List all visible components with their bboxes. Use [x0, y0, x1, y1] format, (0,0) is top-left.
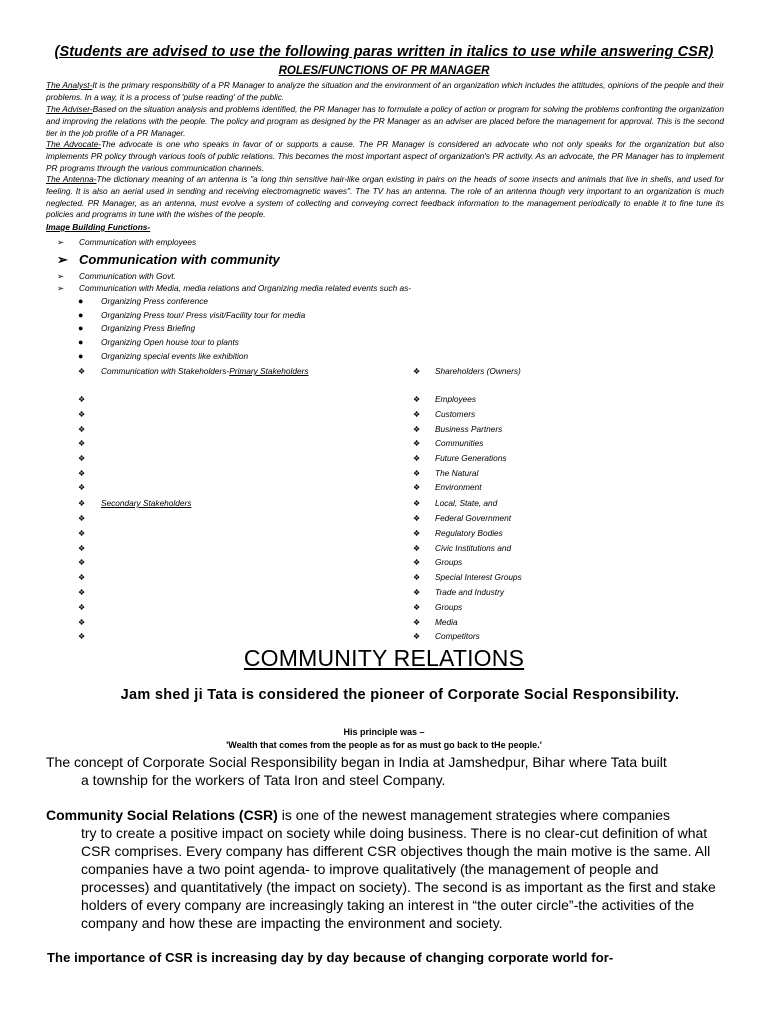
diamond-bullet-icon: ❖	[78, 425, 86, 434]
diamond-bullet-icon: ❖	[413, 544, 421, 553]
diamond-bullet-icon: ❖	[413, 367, 421, 376]
csr-first-line: is one of the newest management strategies where companies	[277, 807, 671, 823]
function-label: Communication with employees	[79, 237, 197, 247]
diamond-bullet-icon: ❖	[78, 529, 86, 538]
stakeholder-item: Media	[435, 617, 458, 627]
diamond-bullet-icon: ❖	[78, 439, 86, 448]
stakeholder-item: Regulatory Bodies	[435, 528, 503, 538]
media-event-item: ● Organizing Press conference	[78, 296, 208, 306]
role-text: Based on the situation analysis and problems identified, the PR Manager has to formulate a policy of action or program for solving the problems confronting the organization and improving the relations with the people. The policy and program as designed by the PR Manager as an adviser are placed before the management for approval. This is the second tier in the job profile of a PR Manager.	[46, 104, 724, 138]
importance-line: The importance of CSR is increasing day by day because of changing corporate world for-	[47, 950, 614, 965]
concept-paragraph	[46, 753, 728, 789]
roles-title: ROLES/FUNCTIONS OF PR MANAGER	[278, 65, 490, 77]
bullet-icon: ●	[78, 323, 84, 333]
stakeholder-item: Groups	[435, 557, 463, 567]
stakeholders-primary-label: Communication with Stakeholders-Primary Stakeholders	[101, 366, 309, 376]
diamond-bullet-icon: ❖	[78, 469, 86, 478]
diamond-bullet-icon: ❖	[413, 499, 421, 508]
function-label: Communication with community	[79, 252, 280, 267]
csr-paragraph	[46, 806, 728, 932]
function-media	[57, 283, 411, 293]
media-event-item: ● Organizing special events like exhibition	[78, 351, 249, 361]
student-notice: (Students are advised to use the following paras written in italics to use while answering CSR)	[54, 44, 714, 60]
role-text: The advocate is one who speaks in favor of or supports a cause. The PR Manager is considered an advocate who not only speaks for the organization but also implements PR policy through various tools of public relations. This becomes the most important aspect of organization's PR activity. As an advocate, the PR Manager has to implement PR programs through the various communication channels.	[46, 139, 724, 173]
function-label: Communication with Media, media relations and Organizing media related events such as-	[79, 283, 412, 293]
diamond-bullet-icon: ❖	[78, 454, 86, 463]
role-adviser	[46, 104, 724, 139]
diamond-bullet-icon: ❖	[78, 483, 86, 492]
diamond-bullet-icon: ❖	[413, 618, 421, 627]
diamond-bullet-icon: ❖	[78, 410, 86, 419]
role-term: The Adviser-	[46, 104, 93, 114]
diamond-bullet-icon: ❖	[413, 395, 421, 404]
function-employees	[57, 237, 196, 247]
diamond-bullet-icon: ❖	[78, 367, 86, 376]
role-advocate	[46, 139, 724, 174]
stakeholder-item: Competitors	[435, 631, 480, 641]
role-term: The Antenna-	[46, 174, 97, 184]
arrow-bullet-icon: ➢	[57, 271, 64, 281]
stakeholder-item: Communities	[435, 438, 484, 448]
stakeholder-item: The Natural	[435, 468, 479, 478]
diamond-bullet-icon: ❖	[78, 618, 86, 627]
role-text: The dictionary meaning of an antenna is "a long thin sensitive hair-like organ existing in pairs on the heads of some insects and animals that live in shells, and used for feeling. It is also an aerial used in sending and receiving electromagnetic waves". The TV has an antenna. The role of an antenna though very important to an organization is much neglected. PR Manager, as an antenna, must evolve a system of collecting and conveying correct feedback information to the management periodically to enable it to fine tune its policies and programs in tune with the wishes of the people.	[46, 174, 724, 220]
diamond-bullet-icon: ❖	[78, 588, 86, 597]
media-event-item: ● Organizing Open house tour to plants	[78, 337, 239, 347]
arrow-bullet-icon: ➢	[57, 237, 64, 247]
role-analyst	[46, 80, 724, 104]
diamond-bullet-icon: ❖	[78, 632, 86, 641]
stakeholders-secondary-label: Secondary Stakeholders	[101, 498, 192, 508]
stakeholder-item: Employees	[435, 394, 477, 404]
function-community	[57, 252, 280, 268]
bullet-icon: ●	[78, 337, 84, 347]
diamond-bullet-icon: ❖	[413, 439, 421, 448]
role-antenna	[46, 174, 724, 221]
stakeholder-item: Federal Government	[435, 513, 512, 523]
function-govt	[57, 271, 176, 281]
csr-continuation: try to create a positive impact on society while doing business. There is no clear-cut definition of what CSR comprises. Every company has different CSR objectives though the main motive is the same. All companies have a two point agenda- to improve qualitatively (the management of people and processes) and quantitatively (the impact on society). The second is as important as the first and stake holders of every company are increasingly taking an interest in “the outer circle”-the activities of the company and how these are impacting the environment and society.	[81, 825, 716, 931]
role-text: It is the primary responsibility of a PR Manager to analyze the situation and the environment of an organization which includes the attitudes, opinions of the people and their problems. In a way, it is a process of 'pulse reading' of the public.	[46, 80, 724, 102]
stakeholder-item: Local, State, and	[435, 498, 498, 508]
pioneer-statement: Jam shed ji Tata is considered the pioneer of Corporate Social Responsibility.	[120, 687, 680, 703]
principle-quote: 'Wealth that comes from the people as for as must go back to tHe people.'	[226, 740, 542, 750]
bullet-icon: ●	[78, 351, 84, 361]
diamond-bullet-icon: ❖	[78, 544, 86, 553]
concept-first-line: The concept of Corporate Social Responsibility began in India at Jamshedpur, Bihar where Tata built	[46, 754, 667, 770]
stakeholder-item: Environment	[435, 482, 482, 492]
role-term: The Advocate-	[46, 139, 102, 149]
diamond-bullet-icon: ❖	[413, 483, 421, 492]
diamond-bullet-icon: ❖	[78, 573, 86, 582]
stakeholder-item: Shareholders (Owners)	[435, 366, 521, 376]
diamond-bullet-icon: ❖	[413, 514, 421, 523]
principle-label: His principle was –	[343, 727, 425, 737]
bullet-icon: ●	[78, 310, 84, 320]
stakeholder-item: Trade and Industry	[435, 587, 505, 597]
concept-continuation: a township for the workers of Tata Iron and steel Company.	[81, 772, 446, 788]
diamond-bullet-icon: ❖	[413, 410, 421, 419]
diamond-bullet-icon: ❖	[413, 632, 421, 641]
media-event-item: ● Organizing Press Briefing	[78, 323, 196, 333]
stakeholder-item: Civic Institutions and	[435, 543, 512, 553]
diamond-bullet-icon: ❖	[78, 499, 86, 508]
bullet-icon: ●	[78, 296, 84, 306]
csr-term: Community Social Relations (CSR)	[46, 807, 278, 823]
diamond-bullet-icon: ❖	[413, 425, 421, 434]
community-relations-heading: COMMUNITY RELATIONS	[243, 645, 525, 671]
stakeholder-item: Customers	[435, 409, 476, 419]
arrow-bullet-icon: ➢	[57, 283, 64, 293]
arrow-bullet-icon: ➢	[57, 252, 68, 267]
diamond-bullet-icon: ❖	[413, 588, 421, 597]
diamond-bullet-icon: ❖	[413, 469, 421, 478]
diamond-bullet-icon: ❖	[78, 514, 86, 523]
media-event-item: ● Organizing Press tour/ Press visit/Facility tour for media	[78, 310, 306, 320]
diamond-bullet-icon: ❖	[413, 454, 421, 463]
diamond-bullet-icon: ❖	[78, 395, 86, 404]
diamond-bullet-icon: ❖	[413, 558, 421, 567]
role-term: The Analyst-	[46, 80, 93, 90]
stakeholder-item: Future Generations	[435, 453, 507, 463]
stakeholder-item: Groups	[435, 602, 463, 612]
diamond-bullet-icon: ❖	[413, 529, 421, 538]
stakeholder-item: Special Interest Groups	[435, 572, 522, 582]
stakeholder-item: Business Partners	[435, 424, 503, 434]
diamond-bullet-icon: ❖	[78, 603, 86, 612]
function-label: Communication with Govt.	[79, 271, 176, 281]
diamond-bullet-icon: ❖	[413, 603, 421, 612]
diamond-bullet-icon: ❖	[413, 573, 421, 582]
diamond-bullet-icon: ❖	[78, 558, 86, 567]
image-building-label: Image Building Functions-	[46, 222, 151, 232]
